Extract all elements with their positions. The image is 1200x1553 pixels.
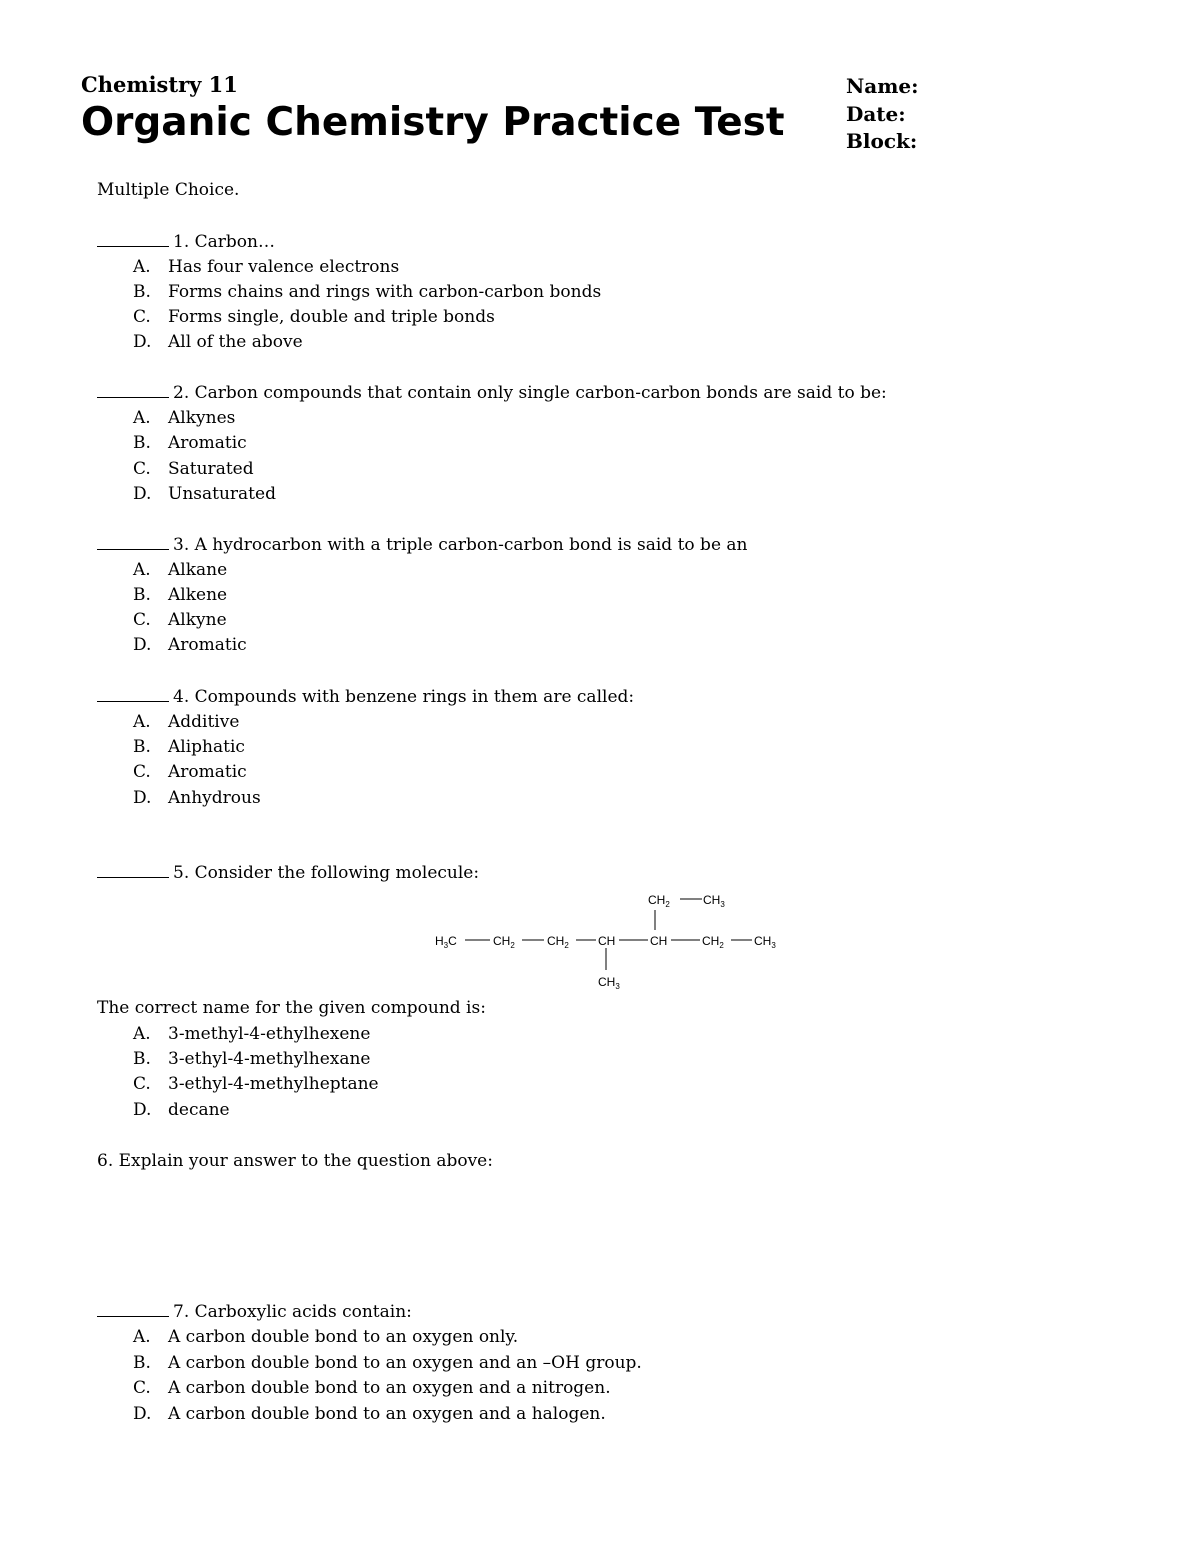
question-stem: 5. Consider the following molecule: [173, 863, 480, 883]
answer-blank[interactable] [97, 689, 169, 702]
question-6: 6. Explain your answer to the question above: [97, 1151, 493, 1171]
question-stem: 2. Carbon compounds that contain only single carbon-carbon bonds are said to be: [173, 383, 887, 403]
name-label: Name: [846, 74, 919, 98]
course-name: Chemistry 11 [81, 72, 238, 97]
chain-carbon-5: CH [650, 934, 668, 948]
question-5 [97, 863, 479, 883]
chain-carbon-3: $CH_2$ [547, 934, 569, 950]
answer-area[interactable] [97, 1178, 997, 1288]
answer-blank[interactable] [97, 234, 169, 247]
question-4 [97, 687, 634, 707]
date-label: Date: [846, 102, 906, 126]
section-title: Multiple Choice. [97, 180, 240, 200]
question-stem: 7. Carboxylic acids contain: [173, 1302, 412, 1322]
question-stem: 4. Compounds with benzene rings in them are called: [173, 687, 635, 707]
molecule-structure [430, 884, 790, 994]
block-label: Block: [846, 129, 918, 153]
question-3 [97, 535, 748, 555]
answer-blank[interactable] [97, 865, 169, 878]
top-ch3-label: $CH_3$ [703, 893, 725, 909]
answer-blank[interactable] [97, 385, 169, 398]
top-ch2-label: $CH_2$ [648, 893, 670, 909]
question-7 [97, 1302, 412, 1322]
chain-carbon-1: $H_3C$ [435, 934, 457, 950]
question-2 [97, 383, 887, 403]
chain-carbon-6: $CH_2$ [702, 934, 724, 950]
question-1 [97, 232, 275, 252]
chain-carbon-7: $CH_3$ [754, 934, 776, 950]
page-title: Organic Chemistry Practice Test [81, 100, 785, 145]
question-stem: 1. Carbon… [173, 232, 275, 252]
chain-carbon-4: CH [598, 934, 616, 948]
bottom-ch3-label: $CH_3$ [598, 975, 620, 991]
answer-blank[interactable] [97, 537, 169, 550]
chain-carbon-2: $CH_2$ [493, 934, 515, 950]
question-stem: 3. A hydrocarbon with a triple carbon-carbon bond is said to be an [173, 535, 748, 555]
answer-blank[interactable] [97, 1304, 169, 1317]
question-5-followup: The correct name for the given compound is: [97, 998, 486, 1018]
